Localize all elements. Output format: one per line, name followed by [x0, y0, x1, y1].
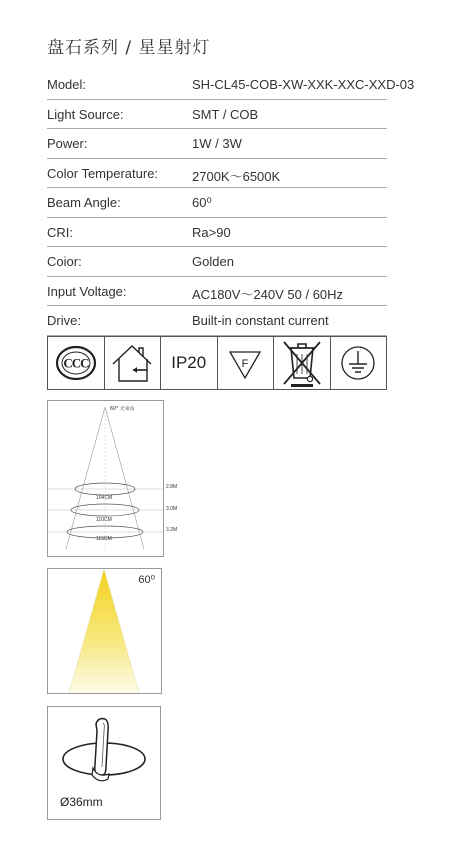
spec-label: Power:	[47, 136, 88, 151]
spec-row-power	[47, 129, 387, 159]
spec-label: CRI:	[47, 224, 73, 240]
house-icon	[109, 340, 155, 386]
spec-label: Drive:	[47, 313, 81, 328]
cone-angle-label: 60⁰	[138, 574, 155, 586]
ring-distance-label: 3.0M	[166, 506, 178, 512]
spec-row-drive	[47, 306, 387, 336]
beam-angle-label: 60° 光束角	[110, 407, 135, 412]
spec-value: Golden	[192, 254, 234, 269]
ccc-mark	[47, 336, 105, 390]
product-size-label: Ø36mm	[60, 795, 103, 809]
beam-distance-graphic	[48, 401, 163, 556]
light-cone-graphic	[48, 569, 161, 693]
f-mark	[217, 336, 275, 390]
ring-distance-label: 3.2M	[166, 527, 178, 533]
spec-label: Beam Angle:	[47, 195, 121, 210]
f-text: F	[241, 358, 249, 370]
spec-value: SMT / COB	[192, 106, 259, 122]
spec-value: 2700K～6500K	[192, 168, 281, 184]
spec-value: SH-CL45-COB-XW-XXK-XXC-XXD-03	[192, 77, 415, 92]
spec-row-model	[47, 70, 415, 100]
light-cone-shape	[69, 569, 139, 693]
light-cone-panel	[47, 568, 162, 694]
spec-row-cri	[47, 218, 387, 248]
ring-diameter-label: 104CM	[96, 495, 113, 501]
spec-value: 1W / 3W	[192, 136, 242, 151]
ground-mark	[330, 336, 388, 390]
ring-distance-label: 2.8M	[166, 484, 178, 490]
spec-label: Coior:	[47, 254, 82, 269]
weee-mark	[273, 336, 331, 390]
spec-value: Ra>90	[192, 224, 231, 240]
ip-rating-text: IP20	[171, 353, 207, 372]
spec-value: Built-in constant current	[192, 313, 329, 328]
spec-label: Light Source:	[47, 106, 124, 122]
indoor-use-mark	[104, 336, 162, 390]
spec-row-beam-angle	[47, 188, 387, 218]
certification-strip	[47, 336, 387, 390]
spec-value: AC180V～240V 50 / 60Hz	[192, 286, 344, 302]
spec-table	[47, 70, 415, 336]
ring-diameter-label: 115CM	[96, 536, 112, 542]
ccc-icon	[53, 340, 99, 386]
f-triangle-icon	[222, 340, 268, 386]
spec-label: Model:	[47, 77, 87, 92]
beam-distance-diagram	[47, 400, 178, 557]
product-drawing-panel	[47, 706, 161, 820]
ground-icon	[335, 340, 381, 386]
ring-diameter-label: 110CM	[96, 517, 112, 523]
ccc-text: CCC	[63, 355, 89, 371]
spec-value: 60⁰	[192, 195, 212, 210]
spec-row-input-voltage	[47, 277, 387, 307]
spec-label: Color Temperature:	[47, 165, 159, 181]
crossed-bin-icon	[279, 338, 325, 388]
spec-row-light-source	[47, 100, 387, 130]
ip-rating-mark	[160, 336, 218, 390]
page-title: 盘石系列 / 星星射灯	[47, 38, 211, 58]
spec-row-color-temperature	[47, 159, 387, 189]
spec-label: Input Voltage:	[47, 283, 127, 299]
spec-row-color	[47, 247, 387, 277]
